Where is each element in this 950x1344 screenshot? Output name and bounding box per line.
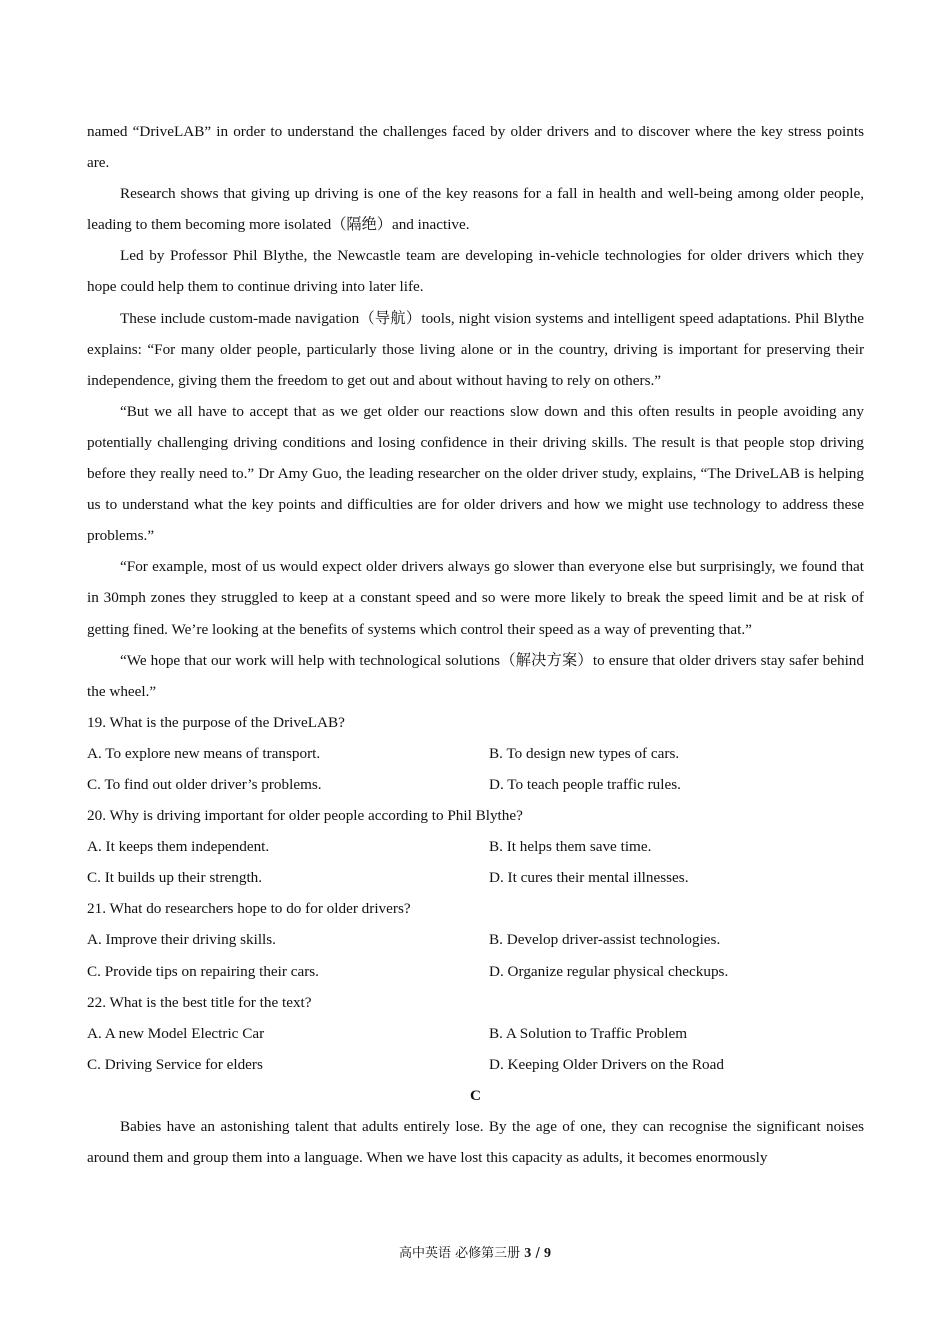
question-19: [87, 707, 864, 800]
question-22: [87, 987, 864, 1080]
option-a: A. It keeps them independent.: [87, 838, 270, 856]
document-body: [87, 116, 864, 1173]
question-stem: 20. Why is driving important for older people according to Phil Blythe?: [87, 807, 523, 825]
option-a: A. Improve their driving skills.: [87, 931, 276, 949]
option-a: A. A new Model Electric Car: [87, 1024, 265, 1042]
paragraph: “But we all have to accept that as we get older our reactions slow down and this often results in people avoiding any potentially challenging driving conditions and losing confidence in their driving skills. The result is that people stop driving before they really need to.” Dr Amy Guo, the leading researcher on the older driver study, explains, “The DriveLAB is helping us to understand what the key points and difficulties are for older drivers and how we might use technology to address these problems.”: [87, 402, 864, 545]
option-c: C. Provide tips on repairing their cars.: [87, 962, 319, 980]
paragraph: Research shows that giving up driving is one of the key reasons for a fall in health and well-being among older people, leading to them becoming more isolated（隔绝）and inactive.: [87, 185, 864, 234]
option-b: B. It helps them save time.: [489, 838, 652, 856]
option-b: B. To design new types of cars.: [489, 744, 680, 762]
option-d: D. Organize regular physical checkups.: [489, 962, 729, 980]
paragraph: Babies have an astonishing talent that adults entirely lose. By the age of one, they can recognise the significant noises around them and group them into a language. When we have lost this capacity as adults, it becomes enormously: [87, 1118, 864, 1167]
option-a: A. To explore new means of transport.: [87, 744, 321, 762]
option-row: [87, 924, 864, 955]
option-row: [87, 738, 864, 769]
option-b: B. Develop driver-assist technologies.: [489, 931, 721, 949]
option-d: D. To teach people traffic rules.: [489, 775, 681, 793]
page-footer: [0, 1244, 950, 1264]
footer-page-number: 3: [524, 1246, 532, 1261]
question-stem: 19. What is the purpose of the DriveLAB?: [87, 713, 345, 731]
option-c: C. Driving Service for elders: [87, 1055, 263, 1073]
option-row: [87, 769, 864, 800]
option-c: C. It builds up their strength.: [87, 869, 263, 887]
question-20: [87, 800, 864, 893]
section-heading-c: C: [470, 1086, 481, 1104]
option-d: D. It cures their mental illnesses.: [489, 869, 689, 887]
question-stem: 22. What is the best title for the text?: [87, 993, 312, 1011]
option-row: [87, 956, 864, 987]
option-b: B. A Solution to Traffic Problem: [489, 1024, 688, 1042]
paragraph: named “DriveLAB” in order to understand the challenges faced by older drivers and to discover where the key stress points are.: [87, 123, 864, 172]
option-row: [87, 831, 864, 862]
paragraph: These include custom-made navigation（导航）tools, night vision systems and intelligent speed adaptations. Phil Blythe explains: “For many older people, particularly those living alone or in the country, driving is important for preserving their independence, giving them the freedom to get out and about without having to rely on others.”: [87, 309, 864, 389]
footer-separator: /: [535, 1246, 540, 1261]
option-row: [87, 1049, 864, 1080]
question-stem: 21. What do researchers hope to do for older drivers?: [87, 900, 411, 918]
paragraph: Led by Professor Phil Blythe, the Newcastle team are developing in-vehicle technologies for older drivers which they hope could help them to continue driving into later life.: [87, 247, 864, 296]
footer-course: 高中英语 必修第三册: [399, 1246, 521, 1261]
paragraph: “For example, most of us would expect older drivers always go slower than everyone else but surprisingly, we found that in 30mph zones they struggled to keep at a constant speed and so were more likely to break the speed limit and be at risk of getting fined. We’re looking at the benefits of systems which control their speed as a way of preventing that.”: [87, 558, 864, 638]
question-21: [87, 893, 864, 986]
option-d: D. Keeping Older Drivers on the Road: [489, 1055, 724, 1073]
option-row: [87, 1018, 864, 1049]
paragraph: “We hope that our work will help with technological solutions（解决方案）to ensure that older drivers stay safer behind the wheel.”: [87, 651, 864, 700]
option-row: [87, 862, 864, 893]
option-c: C. To find out older driver’s problems.: [87, 775, 322, 793]
footer-page-total: 9: [543, 1246, 551, 1261]
